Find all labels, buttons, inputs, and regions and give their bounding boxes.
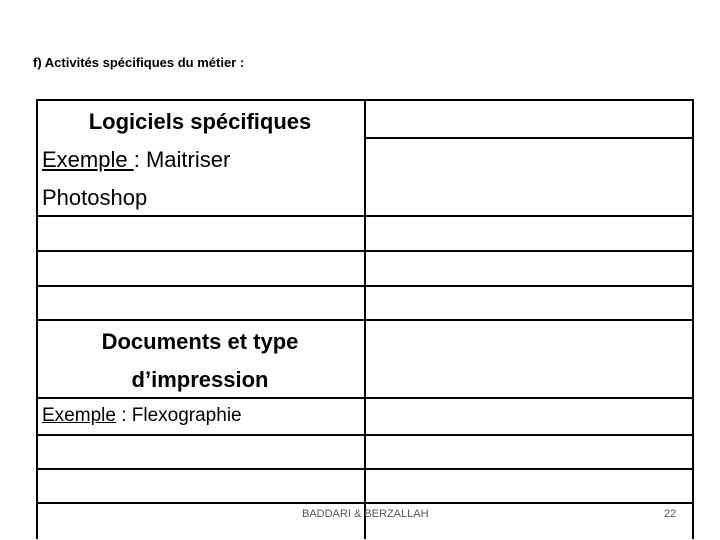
documents-example-label: Exemple (42, 405, 116, 426)
software-example-line2: Photoshop (42, 185, 148, 210)
documents-example-text: : Flexographie (115, 405, 242, 426)
documents-title-line1: Documents et type (101, 329, 299, 354)
software-title: Logiciels spécifiques (88, 109, 312, 134)
table-line-7 (36, 434, 694, 436)
documents-title-line2: d’impression (131, 367, 269, 392)
footer-authors: BADDARI & BERZALLAH (302, 508, 429, 520)
table-line-4 (36, 285, 694, 287)
table-line-top (36, 99, 694, 101)
section-heading: f) Activités spécifiques du métier : (33, 55, 245, 70)
documents-example (42, 399, 242, 433)
table-line-9 (36, 502, 694, 504)
software-example (42, 141, 362, 179)
software-example-label: Exemple (42, 147, 134, 172)
activities-table (36, 99, 694, 539)
table-line-8 (36, 468, 694, 470)
page-number: 22 (664, 508, 677, 520)
software-example-text: : Maitriser (133, 147, 231, 172)
table-line-right-1 (364, 137, 694, 139)
table-line-5 (36, 319, 694, 321)
table-line-3 (36, 250, 694, 252)
